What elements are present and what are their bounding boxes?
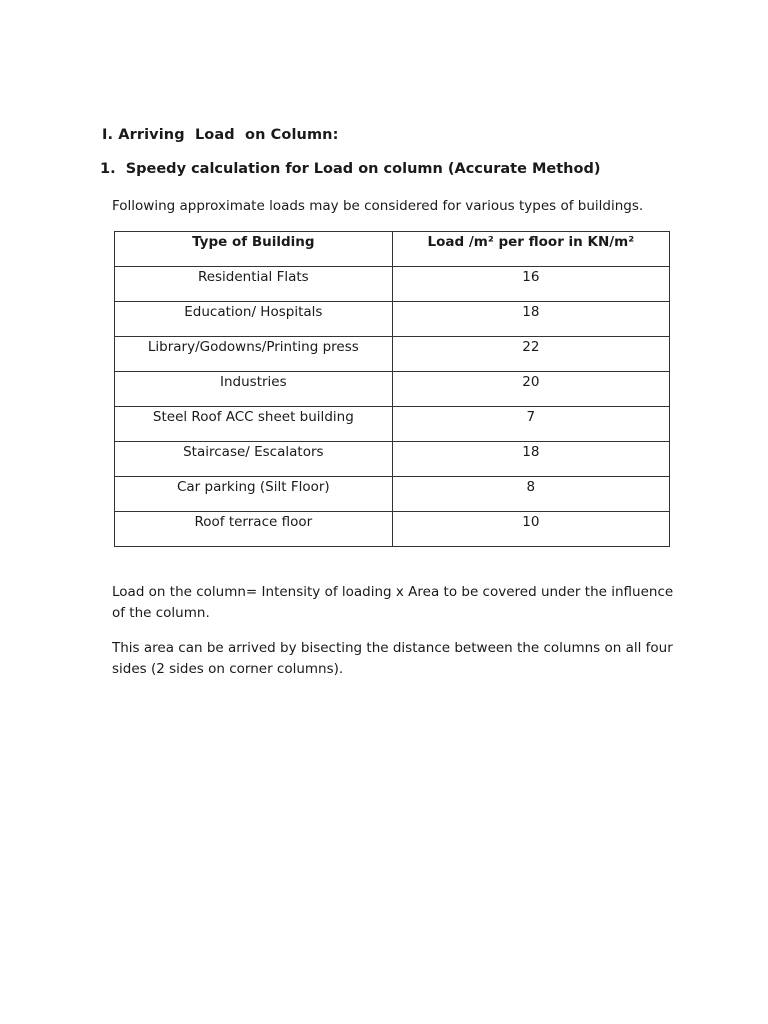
load-value-cell: 20 (392, 372, 669, 407)
table-row (115, 372, 670, 407)
load-value-cell: 18 (392, 302, 669, 337)
building-type-cell: Steel Roof ACC sheet building (115, 407, 393, 442)
table-row (115, 512, 670, 547)
building-type-cell: Car parking (Silt Floor) (115, 477, 393, 512)
building-type-cell: Staircase/ Escalators (115, 442, 393, 477)
table-row (115, 442, 670, 477)
load-value-cell: 8 (392, 477, 669, 512)
section-heading: I. Arriving Load on Column: (102, 127, 339, 143)
table-header-row (115, 232, 670, 267)
table-row (115, 302, 670, 337)
building-type-cell: Industries (115, 372, 393, 407)
area-explanation-paragraph: This area can be arrived by bisecting the distance between the columns on all four sides (2 sides on corner columns). (112, 640, 673, 677)
load-value-cell: 18 (392, 442, 669, 477)
building-type-cell: Residential Flats (115, 267, 393, 302)
intro-text: Following approximate loads may be considered for various types of buildings. (112, 198, 644, 214)
table-row (115, 267, 670, 302)
header-load-per-floor: Load /m² per floor in KN/m² (392, 232, 669, 267)
header-type-of-building: Type of Building (115, 232, 393, 267)
load-table (114, 231, 670, 547)
load-value-cell: 10 (392, 512, 669, 547)
load-value-cell: 7 (392, 407, 669, 442)
load-formula-paragraph: Load on the column= Intensity of loading x Area to be covered under the influence of the column. (112, 584, 674, 621)
building-type-cell: Roof terrace floor (115, 512, 393, 547)
building-type-cell: Education/ Hospitals (115, 302, 393, 337)
load-value-cell: 16 (392, 267, 669, 302)
table-row (115, 477, 670, 512)
subsection-heading: 1. Speedy calculation for Load on column (Accurate Method) (100, 161, 601, 177)
building-type-cell: Library/Godowns/Printing press (115, 337, 393, 372)
load-value-cell: 22 (392, 337, 669, 372)
table-row (115, 407, 670, 442)
table-row (115, 337, 670, 372)
